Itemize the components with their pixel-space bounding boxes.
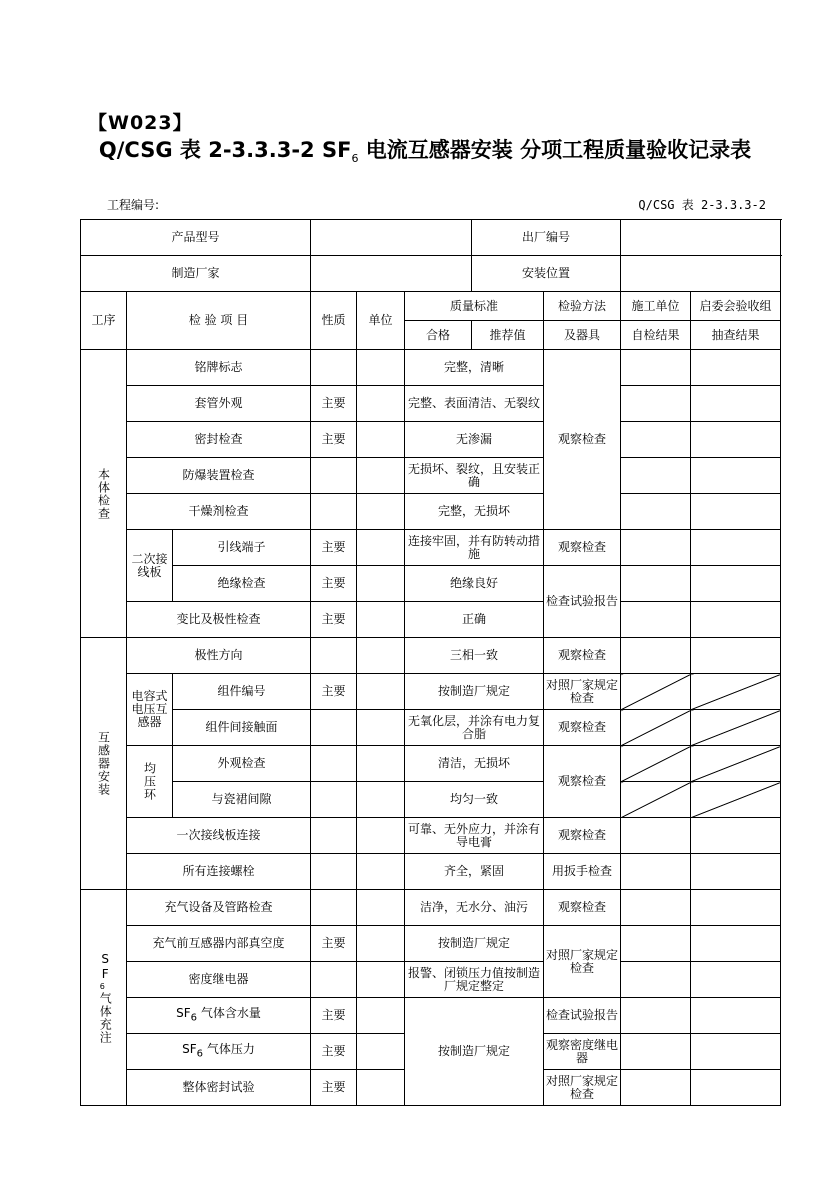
- method-cell: 观察检查: [544, 818, 621, 854]
- method-cell: 用扳手检查: [544, 854, 621, 890]
- unit-cell: [357, 674, 405, 710]
- table-row: [81, 854, 781, 890]
- method-cell: 对照厂家规定检查: [544, 1070, 621, 1106]
- unit-cell: [357, 962, 405, 998]
- nature-cell: 主要: [311, 998, 357, 1034]
- unit-cell: [357, 458, 405, 494]
- table-row: [81, 710, 781, 746]
- spot-check-cell[interactable]: [691, 1034, 781, 1070]
- qualified-cell: 可靠、无外应力，并涂有导电膏: [405, 818, 544, 854]
- table-row: [81, 962, 781, 998]
- unit-cell: [357, 998, 405, 1034]
- item-subscript: 6: [196, 1048, 204, 1060]
- nature-cell: [311, 962, 357, 998]
- method-cell: 观察检查: [544, 890, 621, 926]
- item-cell: 与瓷裙间隙: [173, 782, 311, 818]
- qualified-cell: 连接牢固，并有防转动措施: [405, 530, 544, 566]
- unit-cell: [357, 602, 405, 638]
- self-check-cell[interactable]: [621, 854, 691, 890]
- self-check-cell[interactable]: [621, 890, 691, 926]
- nature-cell: [311, 854, 357, 890]
- nature-cell: [311, 710, 357, 746]
- nature-header: 性质: [311, 292, 357, 350]
- self-check-cell[interactable]: [621, 530, 691, 566]
- unit-cell: [357, 926, 405, 962]
- unit-cell: [357, 530, 405, 566]
- item-cell: 引线端子: [173, 530, 311, 566]
- page-title: [80, 138, 770, 171]
- table-row: [81, 818, 781, 854]
- spot-check-header-1: 启委会验收组: [691, 292, 781, 321]
- info-row-2: [81, 256, 781, 292]
- spot-check-cell[interactable]: [691, 962, 781, 998]
- section-sf6: [81, 890, 127, 1106]
- qualified-cell: 清洁，无损坏: [405, 746, 544, 782]
- table-row: [81, 458, 781, 494]
- self-check-cell[interactable]: [621, 494, 691, 530]
- spot-check-cell[interactable]: [691, 530, 781, 566]
- location-value[interactable]: [621, 256, 781, 292]
- spot-check-cell[interactable]: [691, 998, 781, 1034]
- item-cell: 一次接线板连接: [127, 818, 311, 854]
- section-install-label: 互感器安装: [96, 731, 111, 796]
- nature-cell: 主要: [311, 1070, 357, 1106]
- nature-cell: 主要: [311, 1034, 357, 1070]
- self-check-cell-struck: [621, 782, 691, 818]
- spot-check-cell[interactable]: [691, 422, 781, 458]
- spot-check-cell[interactable]: [691, 458, 781, 494]
- section-body: [81, 350, 127, 638]
- method-cell: 对照厂家规定检查: [544, 926, 621, 998]
- self-check-cell[interactable]: [621, 350, 691, 386]
- qualified-cell: 完整，清晰: [405, 350, 544, 386]
- qualified-cell: 按制造厂规定: [405, 674, 544, 710]
- method-header-1: 检验方法: [544, 292, 621, 321]
- factory-no-value[interactable]: [621, 220, 781, 256]
- nature-cell: [311, 890, 357, 926]
- item-suffix: 气体含水量: [197, 1005, 261, 1020]
- sf6-prefix: SF: [98, 951, 113, 982]
- item-cell: 变比及极性检查: [127, 602, 311, 638]
- qualified-cell: 无氧化层，并涂有电力复合脂: [405, 710, 544, 746]
- spot-check-cell[interactable]: [691, 890, 781, 926]
- self-check-cell[interactable]: [621, 1034, 691, 1070]
- nature-cell: 主要: [311, 602, 357, 638]
- unit-cell: [357, 350, 405, 386]
- item-cell: 充气设备及管路检查: [127, 890, 311, 926]
- nature-cell: 主要: [311, 566, 357, 602]
- nature-cell: [311, 782, 357, 818]
- nature-cell: [311, 638, 357, 674]
- table-row: [81, 350, 781, 386]
- unit-cell: [357, 1034, 405, 1070]
- method-cell: 观察检查: [544, 350, 621, 530]
- spot-check-cell[interactable]: [691, 926, 781, 962]
- item-subscript: 6: [190, 1012, 198, 1024]
- method-header-2: 及器具: [544, 321, 621, 350]
- self-check-cell[interactable]: [621, 638, 691, 674]
- self-check-cell[interactable]: [621, 818, 691, 854]
- item-cell: 干燥剂检查: [127, 494, 311, 530]
- self-check-cell-struck: [621, 710, 691, 746]
- spot-check-cell[interactable]: [691, 854, 781, 890]
- item-cell: 充气前互感器内部真空度: [127, 926, 311, 962]
- form-number: Q/CSG 表 2-3.3.3-2: [638, 198, 766, 212]
- method-cell: 观察检查: [544, 530, 621, 566]
- record-code: 【W023】: [88, 112, 193, 134]
- item-cell: [127, 1034, 311, 1070]
- item-suffix: 气体压力: [203, 1041, 255, 1056]
- self-check-cell[interactable]: [621, 926, 691, 962]
- qualified-cell: 齐全，紧固: [405, 854, 544, 890]
- unit-cell: [357, 566, 405, 602]
- qualified-header: 合格: [405, 321, 472, 350]
- subgroup-cap: 电容式电压互感器: [127, 674, 173, 746]
- unit-cell: [357, 1070, 405, 1106]
- qualified-cell: 无渗漏: [405, 422, 544, 458]
- method-cell: 观察检查: [544, 710, 621, 746]
- table-row: [81, 746, 781, 782]
- method-cell: 观察密度继电器: [544, 1034, 621, 1070]
- nature-cell: [311, 818, 357, 854]
- method-cell: 检查试验报告: [544, 566, 621, 638]
- self-check-header-1: 施工单位: [621, 292, 691, 321]
- section-body-label: 本体检查: [96, 467, 111, 520]
- table-row: [81, 602, 781, 638]
- table-row: [81, 494, 781, 530]
- item-cell: 极性方向: [127, 638, 311, 674]
- unit-cell: [357, 638, 405, 674]
- table-row: [81, 638, 781, 674]
- sf6-subscript: 6: [97, 981, 107, 992]
- spot-check-cell[interactable]: [691, 566, 781, 602]
- project-number-label: 工程编号:: [107, 198, 160, 212]
- unit-cell: [357, 782, 405, 818]
- spot-check-cell-struck: [691, 710, 781, 746]
- nature-cell: 主要: [311, 422, 357, 458]
- spot-check-cell[interactable]: [691, 494, 781, 530]
- nature-cell: 主要: [311, 530, 357, 566]
- item-cell: 铭牌标志: [127, 350, 311, 386]
- item-cell: 密度继电器: [127, 962, 311, 998]
- item-cell: 绝缘检查: [173, 566, 311, 602]
- model-value[interactable]: [311, 220, 472, 256]
- self-check-cell[interactable]: [621, 422, 691, 458]
- unit-cell: [357, 746, 405, 782]
- item-header: 检 验 项 目: [127, 292, 311, 350]
- section-install: [81, 638, 127, 890]
- nature-cell: 主要: [311, 926, 357, 962]
- spot-check-cell-struck: [691, 746, 781, 782]
- qualified-cell: 洁净，无水分、油污: [405, 890, 544, 926]
- info-row-1: [81, 220, 781, 256]
- spot-check-cell[interactable]: [691, 386, 781, 422]
- method-cell: 观察检查: [544, 746, 621, 818]
- qualified-cell: 无损坏、裂纹，且安装正确: [405, 458, 544, 494]
- self-check-cell[interactable]: [621, 386, 691, 422]
- self-check-cell[interactable]: [621, 566, 691, 602]
- qualified-cell: 三相一致: [405, 638, 544, 674]
- table-row: [81, 890, 781, 926]
- unit-cell: [357, 386, 405, 422]
- nature-cell: [311, 350, 357, 386]
- unit-cell: [357, 818, 405, 854]
- title-prefix: Q/CSG 表 2-3.3.3-2 SF: [98, 138, 352, 162]
- item-cell: 防爆装置检查: [127, 458, 311, 494]
- qualified-cell: 均匀一致: [405, 782, 544, 818]
- sf6-suffix: 气体充注: [98, 991, 113, 1044]
- method-cell: 检查试验报告: [544, 998, 621, 1034]
- table-row: [81, 782, 781, 818]
- qualified-cell: 按制造厂规定: [405, 998, 544, 1106]
- table-row: [81, 998, 781, 1034]
- table-row: [81, 386, 781, 422]
- spot-check-cell[interactable]: [691, 638, 781, 674]
- item-cell: 整体密封试验: [127, 1070, 311, 1106]
- table-row: [81, 566, 781, 602]
- item-prefix: SF: [182, 1041, 197, 1056]
- table-row: [81, 530, 781, 566]
- nature-cell: 主要: [311, 674, 357, 710]
- unit-cell: [357, 890, 405, 926]
- qualified-cell: 绝缘良好: [405, 566, 544, 602]
- table-row: [81, 422, 781, 458]
- qualified-cell: 完整、表面清洁、无裂纹: [405, 386, 544, 422]
- unit-cell: [357, 710, 405, 746]
- spot-check-cell-struck: [691, 782, 781, 818]
- self-check-cell[interactable]: [621, 962, 691, 998]
- subgroup-ring: [127, 746, 173, 818]
- model-label: 产品型号: [81, 220, 311, 256]
- nature-cell: [311, 746, 357, 782]
- table-row: [81, 674, 781, 710]
- nature-cell: [311, 458, 357, 494]
- location-label: 安装位置: [472, 256, 621, 292]
- standard-header: 质量标准: [405, 292, 544, 321]
- spot-check-cell[interactable]: [691, 602, 781, 638]
- item-cell: 套管外观: [127, 386, 311, 422]
- subgroup-board: 二次接线板: [127, 530, 173, 602]
- self-check-cell[interactable]: [621, 458, 691, 494]
- spot-check-cell[interactable]: [691, 818, 781, 854]
- subgroup-ring-label: 均压环: [142, 762, 157, 801]
- self-check-cell-struck: [621, 746, 691, 782]
- nature-cell: [311, 494, 357, 530]
- spot-check-cell-struck: [691, 674, 781, 710]
- item-cell: [127, 998, 311, 1034]
- qualified-cell: 按制造厂规定: [405, 926, 544, 962]
- item-cell: 密封检查: [127, 422, 311, 458]
- header-row-1: [81, 292, 781, 321]
- spot-check-cell[interactable]: [691, 350, 781, 386]
- inspection-table: [80, 219, 781, 1106]
- unit-cell: [357, 422, 405, 458]
- item-cell: 组件编号: [173, 674, 311, 710]
- spot-check-cell[interactable]: [691, 1070, 781, 1106]
- spot-check-header-2: 抽查结果: [691, 321, 781, 350]
- recommended-header: 推荐值: [472, 321, 544, 350]
- self-check-cell-struck: [621, 674, 691, 710]
- self-check-header-2: 自检结果: [621, 321, 691, 350]
- nature-cell: 主要: [311, 386, 357, 422]
- qualified-cell: 报警、闭锁压力值按制造厂规定整定: [405, 962, 544, 998]
- method-cell: 对照厂家规定检查: [544, 674, 621, 710]
- title-subscript: 6: [351, 152, 359, 166]
- item-cell: 外观检查: [173, 746, 311, 782]
- item-cell: 所有连接螺栓: [127, 854, 311, 890]
- maker-label: 制造厂家: [81, 256, 311, 292]
- factory-no-label: 出厂编号: [472, 220, 621, 256]
- self-check-cell[interactable]: [621, 602, 691, 638]
- unit-cell: [357, 854, 405, 890]
- title-suffix: 电流互感器安装 分项工程质量验收记录表: [358, 138, 752, 162]
- self-check-cell[interactable]: [621, 998, 691, 1034]
- self-check-cell[interactable]: [621, 1070, 691, 1106]
- item-cell: 组件间接触面: [173, 710, 311, 746]
- unit-header: 单位: [357, 292, 405, 350]
- qualified-cell: 正确: [405, 602, 544, 638]
- section-sf6-label: [95, 952, 112, 1044]
- process-header: 工序: [81, 292, 127, 350]
- unit-cell: [357, 494, 405, 530]
- maker-value[interactable]: [311, 256, 472, 292]
- table-row: [81, 926, 781, 962]
- item-prefix: SF: [176, 1005, 191, 1020]
- qualified-cell: 完整，无损坏: [405, 494, 544, 530]
- method-cell: 观察检查: [544, 638, 621, 674]
